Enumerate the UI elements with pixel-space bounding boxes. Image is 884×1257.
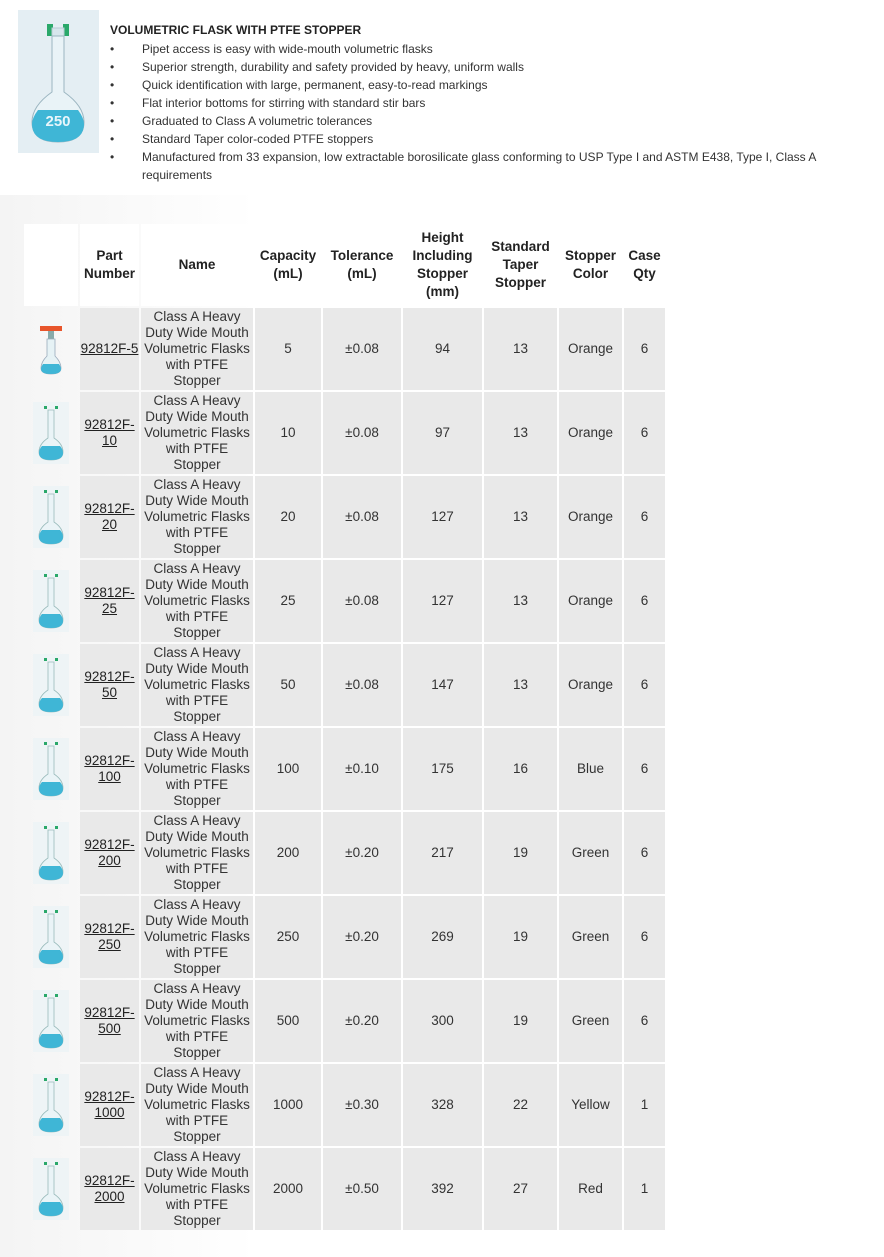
height-cell: 175 [403, 728, 482, 810]
capacity-cell: 250 [255, 896, 321, 978]
feature-item: • Manufactured from 33 expansion, low extractable borosilicate glass conforming to USP Type I and ASTM E438, Type I, Class A requirements [110, 148, 850, 184]
case-qty-cell: 6 [624, 980, 665, 1062]
taper-cell: 27 [484, 1148, 557, 1230]
part-number-cell [80, 812, 139, 894]
tolerance-cell: ±0.10 [323, 728, 401, 810]
flask-icon [33, 990, 69, 1052]
table-row [24, 644, 665, 726]
table-header-row [24, 224, 665, 306]
capacity-cell: 50 [255, 644, 321, 726]
table-row [24, 896, 665, 978]
tolerance-cell: ±0.20 [323, 896, 401, 978]
height-cell: 392 [403, 1148, 482, 1230]
stopper-color-cell: Orange [559, 644, 622, 726]
product-table [22, 222, 667, 1232]
taper-cell: 16 [484, 728, 557, 810]
tolerance-cell: ±0.08 [323, 644, 401, 726]
case-qty-cell: 6 [624, 392, 665, 474]
taper-cell: 13 [484, 476, 557, 558]
flask-icon [33, 570, 69, 632]
header-image [24, 224, 78, 306]
name-cell: Class A Heavy Duty Wide Mouth Volumetric Flasks with PTFE Stopper [141, 812, 253, 894]
capacity-cell: 10 [255, 392, 321, 474]
part-number-link[interactable]: 92812F-500 [84, 1005, 135, 1036]
case-qty-cell: 6 [624, 308, 665, 390]
flask-thumbnail [24, 308, 78, 390]
case-qty-cell: 1 [624, 1064, 665, 1146]
header-name: Name [141, 224, 253, 306]
table-row [24, 728, 665, 810]
table-row [24, 812, 665, 894]
table-row [24, 308, 665, 390]
part-number-link[interactable]: 92812F-5 [80, 341, 139, 356]
tolerance-cell: ±0.08 [323, 308, 401, 390]
feature-item: • Pipet access is easy with wide-mouth volumetric flasks [110, 40, 850, 58]
stopper-color-cell: Blue [559, 728, 622, 810]
capacity-cell: 2000 [255, 1148, 321, 1230]
tolerance-cell: ±0.08 [323, 560, 401, 642]
part-number-link[interactable]: 92812F-25 [84, 585, 135, 616]
header-tolerance: Tolerance (mL) [323, 224, 401, 306]
flask-icon [33, 906, 69, 968]
stopper-color-cell: Red [559, 1148, 622, 1230]
part-number-cell [80, 308, 139, 390]
capacity-cell: 100 [255, 728, 321, 810]
flask-thumbnail [24, 1148, 78, 1230]
header-stopper-color: Stopper Color [559, 224, 622, 306]
name-cell: Class A Heavy Duty Wide Mouth Volumetric Flasks with PTFE Stopper [141, 308, 253, 390]
part-number-cell [80, 644, 139, 726]
part-number-link[interactable]: 92812F-10 [84, 417, 135, 448]
part-number-link[interactable]: 92812F-100 [84, 753, 135, 784]
feature-item: • Graduated to Class A volumetric tolerances [110, 112, 850, 130]
taper-cell: 13 [484, 392, 557, 474]
taper-cell: 19 [484, 980, 557, 1062]
stopper-color-cell: Green [559, 812, 622, 894]
header-height: Height Including Stopper (mm) [403, 224, 482, 306]
header-case-qty: Case Qty [624, 224, 665, 306]
flask-thumbnail [24, 896, 78, 978]
tolerance-cell: ±0.08 [323, 476, 401, 558]
height-cell: 300 [403, 980, 482, 1062]
case-qty-cell: 6 [624, 644, 665, 726]
case-qty-cell: 6 [624, 728, 665, 810]
volumetric-flask-icon [18, 10, 99, 153]
feature-item: • Superior strength, durability and safety provided by heavy, uniform walls [110, 58, 850, 76]
capacity-cell: 500 [255, 980, 321, 1062]
flask-thumbnail [24, 980, 78, 1062]
part-number-cell [80, 896, 139, 978]
stopper-color-cell: Yellow [559, 1064, 622, 1146]
part-number-cell [80, 392, 139, 474]
height-cell: 328 [403, 1064, 482, 1146]
part-number-link[interactable]: 92812F-1000 [84, 1089, 135, 1120]
capacity-cell: 25 [255, 560, 321, 642]
stopper-color-cell: Green [559, 980, 622, 1062]
feature-item: • Flat interior bottoms for stirring with standard stir bars [110, 94, 850, 112]
header-capacity: Capacity (mL) [255, 224, 321, 306]
tolerance-cell: ±0.20 [323, 812, 401, 894]
taper-cell: 13 [484, 308, 557, 390]
part-number-link[interactable]: 92812F-200 [84, 837, 135, 868]
part-number-cell [80, 980, 139, 1062]
table-row [24, 1064, 665, 1146]
flask-thumbnail [24, 560, 78, 642]
table-row [24, 560, 665, 642]
table-row [24, 980, 665, 1062]
height-cell: 269 [403, 896, 482, 978]
height-cell: 127 [403, 476, 482, 558]
part-number-link[interactable]: 92812F-20 [84, 501, 135, 532]
flask-icon [33, 654, 69, 716]
capacity-cell: 20 [255, 476, 321, 558]
part-number-link[interactable]: 92812F-2000 [84, 1173, 135, 1204]
taper-cell: 22 [484, 1064, 557, 1146]
part-number-cell [80, 1064, 139, 1146]
case-qty-cell: 6 [624, 896, 665, 978]
taper-cell: 19 [484, 896, 557, 978]
flask-icon [33, 1074, 69, 1136]
part-number-cell [80, 560, 139, 642]
capacity-cell: 200 [255, 812, 321, 894]
case-qty-cell: 6 [624, 560, 665, 642]
header-taper: Standard Taper Stopper [484, 224, 557, 306]
feature-list [110, 40, 850, 184]
stopper-color-cell: Orange [559, 476, 622, 558]
tolerance-cell: ±0.50 [323, 1148, 401, 1230]
flask-thumbnail [24, 728, 78, 810]
capacity-cell: 1000 [255, 1064, 321, 1146]
tolerance-cell: ±0.30 [323, 1064, 401, 1146]
flask-icon [36, 322, 66, 376]
height-cell: 127 [403, 560, 482, 642]
flask-icon [33, 486, 69, 548]
height-cell: 97 [403, 392, 482, 474]
case-qty-cell: 6 [624, 812, 665, 894]
name-cell: Class A Heavy Duty Wide Mouth Volumetric Flasks with PTFE Stopper [141, 392, 253, 474]
taper-cell: 19 [484, 812, 557, 894]
name-cell: Class A Heavy Duty Wide Mouth Volumetric Flasks with PTFE Stopper [141, 560, 253, 642]
taper-cell: 13 [484, 560, 557, 642]
name-cell: Class A Heavy Duty Wide Mouth Volumetric Flasks with PTFE Stopper [141, 644, 253, 726]
feature-item: • Quick identification with large, permanent, easy-to-read markings [110, 76, 850, 94]
table-row [24, 1148, 665, 1230]
flask-thumbnail [24, 812, 78, 894]
stopper-color-cell: Orange [559, 560, 622, 642]
tolerance-cell: ±0.08 [323, 392, 401, 474]
flask-thumbnail [24, 476, 78, 558]
height-cell: 217 [403, 812, 482, 894]
name-cell: Class A Heavy Duty Wide Mouth Volumetric Flasks with PTFE Stopper [141, 1064, 253, 1146]
product-image [18, 10, 99, 153]
flask-icon [33, 822, 69, 884]
flask-thumbnail [24, 644, 78, 726]
part-number-link[interactable]: 92812F-250 [84, 921, 135, 952]
case-qty-cell: 6 [624, 476, 665, 558]
flask-icon [33, 1158, 69, 1220]
table-row [24, 476, 665, 558]
name-cell: Class A Heavy Duty Wide Mouth Volumetric Flasks with PTFE Stopper [141, 1148, 253, 1230]
header-part-number: Part Number [80, 224, 139, 306]
flask-thumbnail [24, 1064, 78, 1146]
stopper-color-cell: Orange [559, 308, 622, 390]
flask-icon [33, 402, 69, 464]
stopper-color-cell: Orange [559, 392, 622, 474]
name-cell: Class A Heavy Duty Wide Mouth Volumetric Flasks with PTFE Stopper [141, 896, 253, 978]
feature-item: • Standard Taper color-coded PTFE stoppers [110, 130, 850, 148]
part-number-link[interactable]: 92812F-50 [84, 669, 135, 700]
capacity-cell: 5 [255, 308, 321, 390]
flask-icon [33, 738, 69, 800]
height-cell: 147 [403, 644, 482, 726]
name-cell: Class A Heavy Duty Wide Mouth Volumetric Flasks with PTFE Stopper [141, 728, 253, 810]
flask-thumbnail [24, 392, 78, 474]
tolerance-cell: ±0.20 [323, 980, 401, 1062]
flask-capacity-label: 250 [45, 113, 71, 130]
taper-cell: 13 [484, 644, 557, 726]
stopper-color-cell: Green [559, 896, 622, 978]
table-row [24, 392, 665, 474]
case-qty-cell: 1 [624, 1148, 665, 1230]
part-number-cell [80, 1148, 139, 1230]
part-number-cell [80, 728, 139, 810]
name-cell: Class A Heavy Duty Wide Mouth Volumetric Flasks with PTFE Stopper [141, 476, 253, 558]
product-title: VOLUMETRIC FLASK WITH PTFE STOPPER [110, 23, 362, 37]
part-number-cell [80, 476, 139, 558]
height-cell: 94 [403, 308, 482, 390]
name-cell: Class A Heavy Duty Wide Mouth Volumetric Flasks with PTFE Stopper [141, 980, 253, 1062]
